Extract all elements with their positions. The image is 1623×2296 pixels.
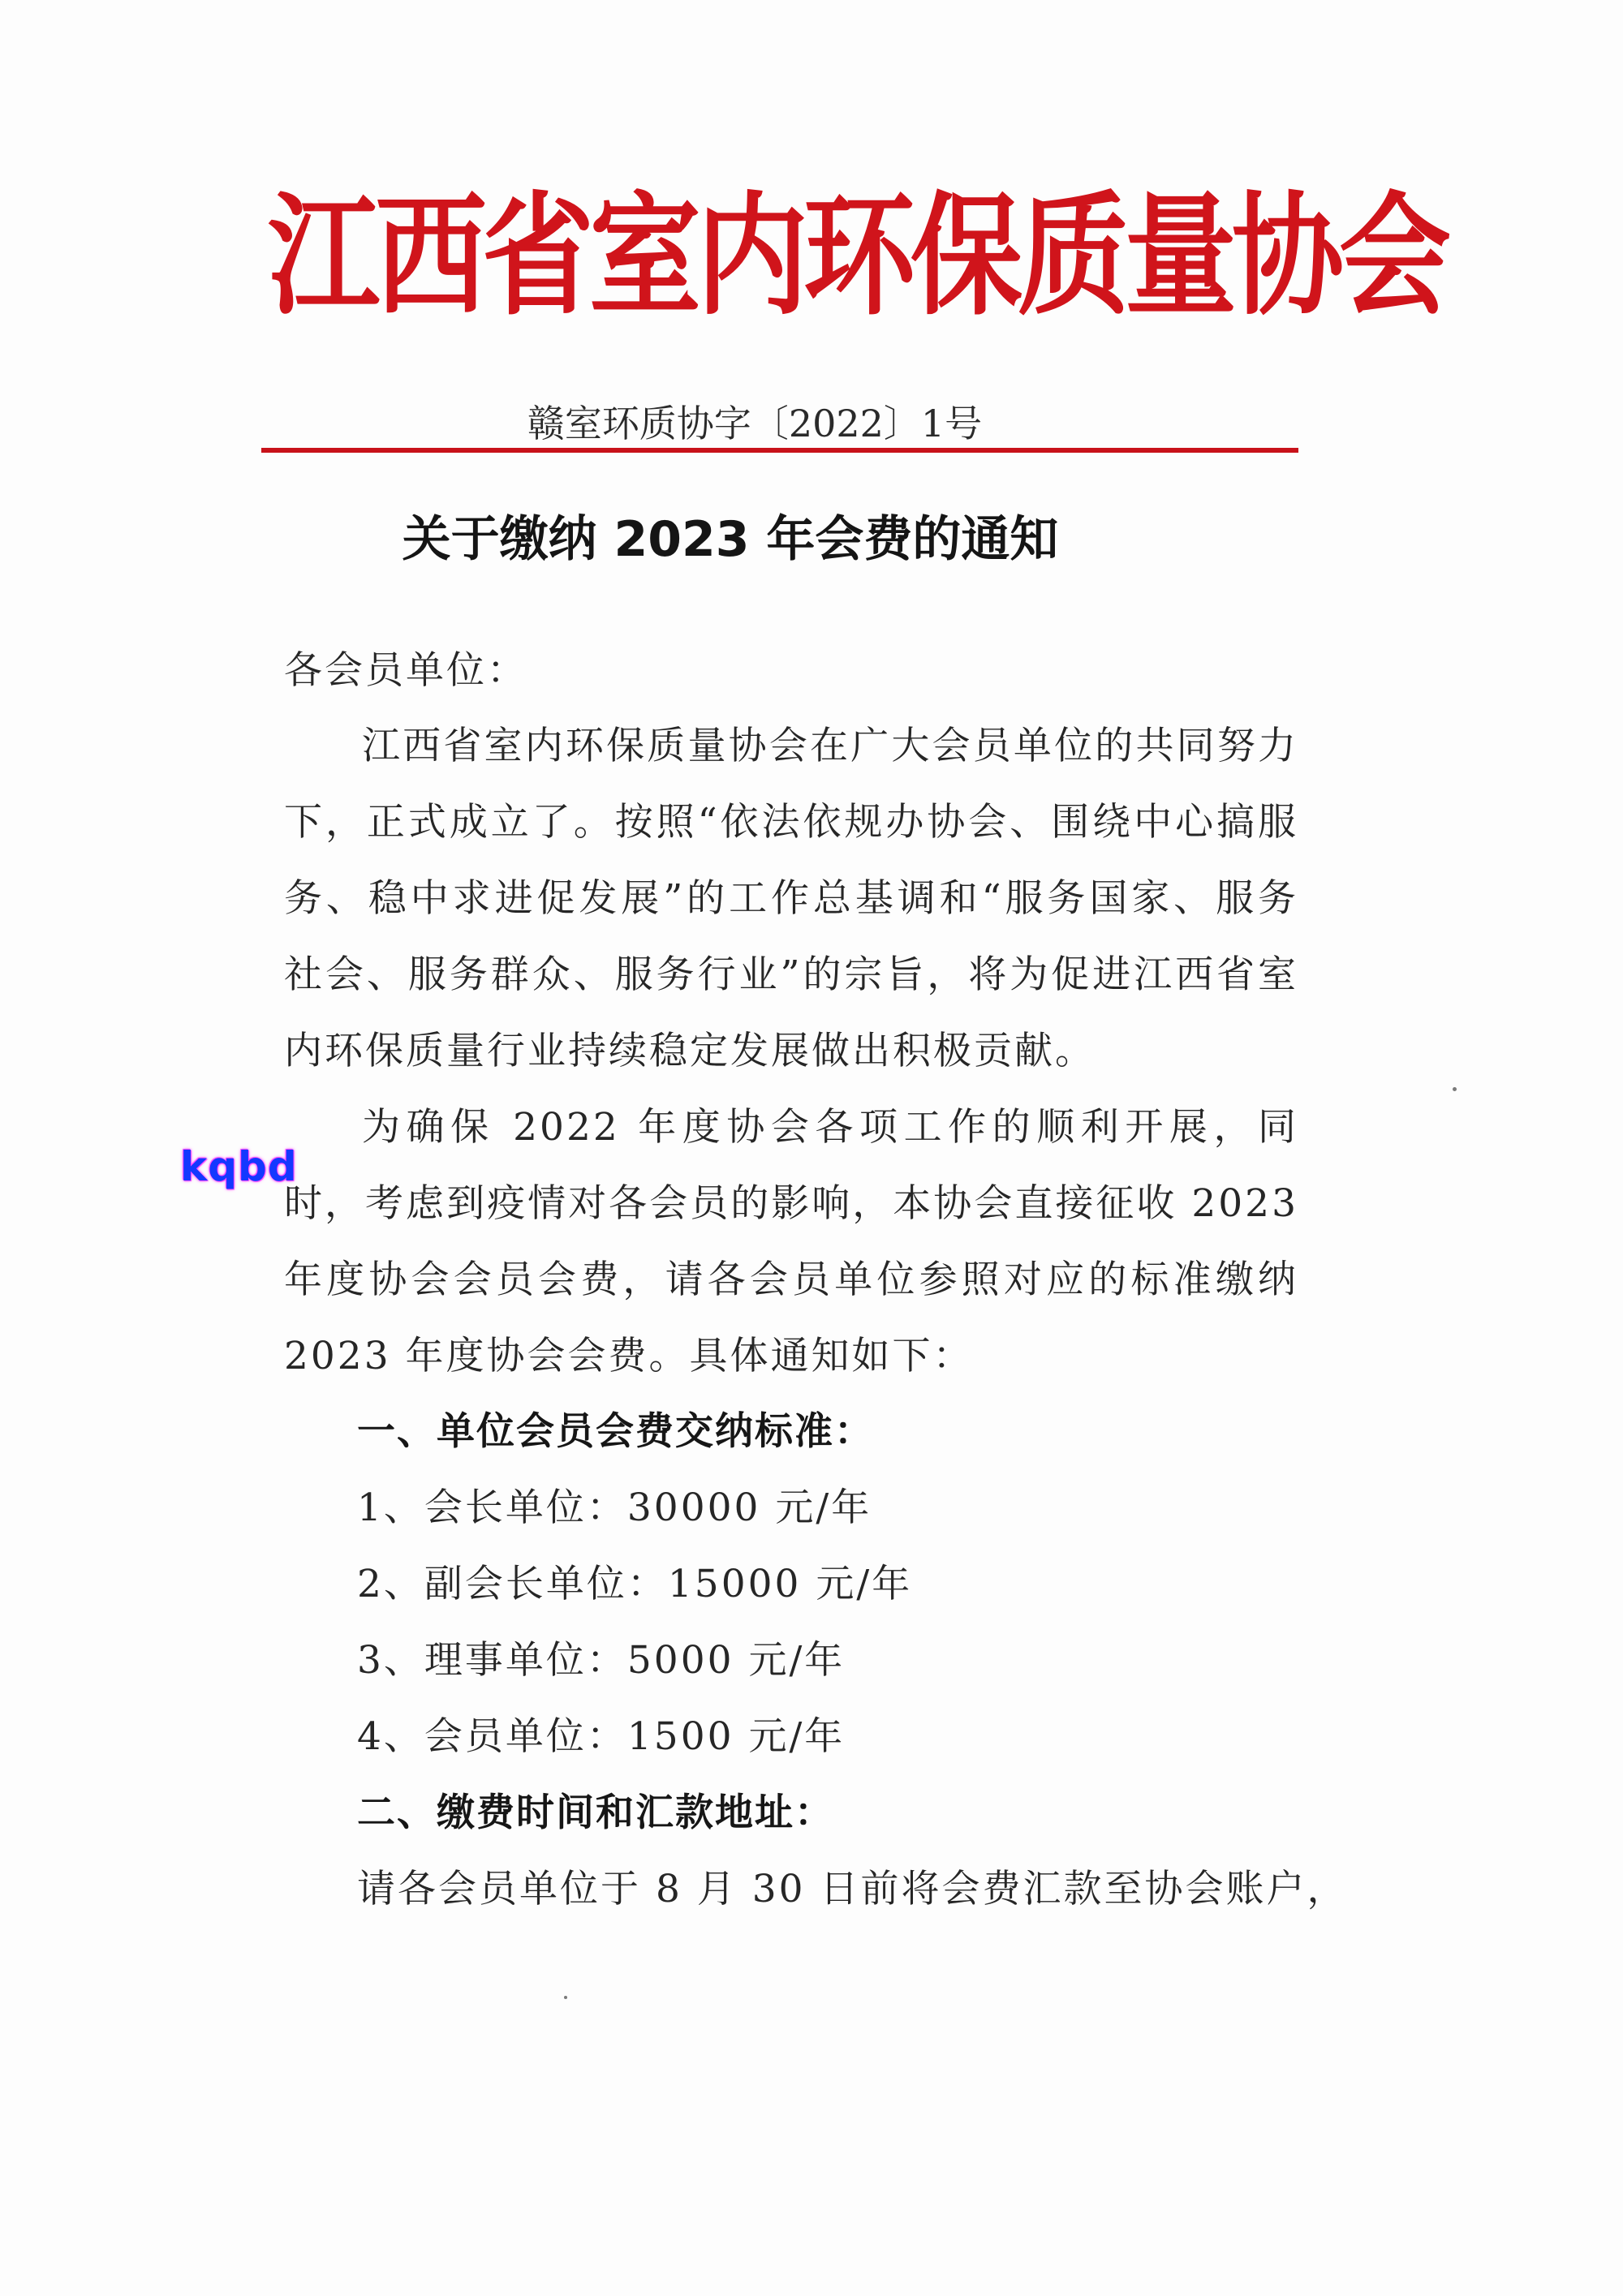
- section-heading-payment: 二、缴费时间和汇款地址：: [357, 1791, 834, 1835]
- paragraph-purpose: 为确保 2022 年度协会各项工作的顺利开展，同时，考虑到疫情对各会员的影响，本协会直接征收 2023 年度协会会员会费，请各会员单位参照对应的标准缴纳 2023 年度协会会费。具体通知如下：: [284, 1105, 1298, 1378]
- scan-speck: [564, 1996, 567, 1999]
- fee-item-vice-president: 2、副会长单位：15000 元/年: [357, 1562, 913, 1606]
- red-divider-line: [261, 448, 1298, 453]
- payment-deadline-text: 请各会员单位于 8 月 30 日前将会费汇款至协会账户，: [357, 1867, 1348, 1911]
- fee-item-director: 3、理事单位：5000 元/年: [357, 1638, 846, 1683]
- fee-item-member: 4、会员单位：1500 元/年: [357, 1714, 846, 1759]
- scan-speck: [1453, 1087, 1457, 1091]
- organization-letterhead: 江西省室内环保质量协会: [268, 177, 1447, 333]
- salutation: 各会员单位：: [284, 648, 527, 693]
- watermark-logo: kqbd: [180, 1143, 298, 1190]
- notice-title: 关于缴纳 2023 年会费的通知: [402, 511, 1059, 568]
- section-heading-fee-standard: 一、单位会员会费交纳标准：: [357, 1409, 874, 1454]
- document-number: 赣室环质协字〔2022〕1号: [527, 402, 983, 445]
- fee-item-president: 1、会长单位：30000 元/年: [357, 1486, 872, 1530]
- paragraph-intro: 江西省室内环保质量协会在广大会员单位的共同努力下，正式成立了。按照“依法依规办协会、围绕中心搞服务、稳中求进促发展”的工作总基调和“服务国家、服务社会、服务群众、服务行业”的宗旨，将为促进江西省室内环保质量行业持续稳定发展做出积极贡献。: [284, 724, 1298, 1073]
